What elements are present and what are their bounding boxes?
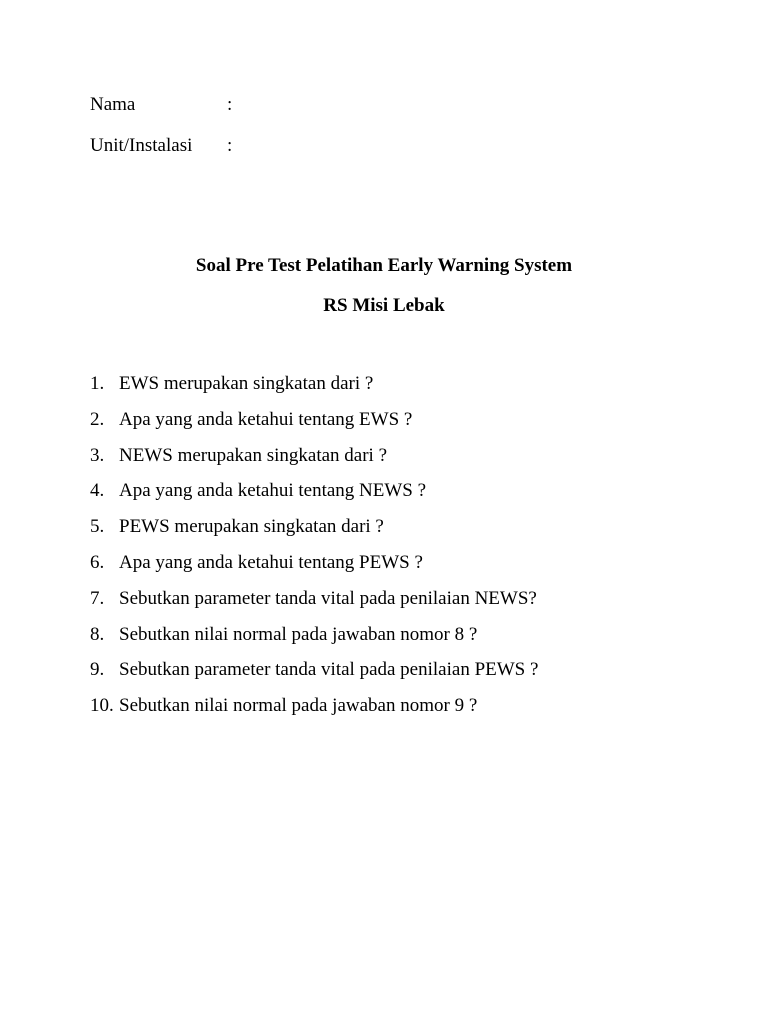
question-item: [90, 659, 538, 695]
name-field: [90, 94, 247, 117]
question-item: [90, 695, 538, 731]
question-item: [90, 624, 538, 660]
name-colon: :: [227, 94, 233, 115]
question-text: Sebutkan nilai normal pada jawaban nomor 8 ?: [119, 623, 478, 645]
question-number: 3.: [90, 444, 105, 466]
question-text: PEWS merupakan singkatan dari ?: [119, 516, 384, 538]
question-item: [90, 409, 538, 445]
document-subtitle: RS Misi Lebak: [323, 295, 445, 316]
unit-colon: :: [227, 135, 233, 156]
question-text: Sebutkan parameter tanda vital pada penilaian PEWS ?: [119, 659, 539, 681]
question-item: [90, 552, 538, 588]
question-item: [90, 588, 538, 624]
question-text: NEWS merupakan singkatan dari ?: [119, 444, 388, 466]
question-item: [90, 373, 538, 409]
question-number: 5.: [90, 516, 105, 538]
question-item: [90, 516, 538, 552]
question-text: Apa yang anda ketahui tentang EWS ?: [119, 408, 413, 430]
question-number: 9.: [90, 659, 105, 681]
question-text: Apa yang anda ketahui tentang PEWS ?: [119, 551, 423, 573]
question-number: 10.: [90, 695, 114, 717]
question-item: [90, 480, 538, 516]
question-number: 4.: [90, 480, 105, 502]
name-label: Nama: [90, 94, 136, 115]
document-title: Soal Pre Test Pelatihan Early Warning System: [195, 255, 573, 276]
unit-label: Unit/Instalasi: [90, 135, 193, 156]
question-number: 2.: [90, 408, 105, 430]
question-number: 6.: [90, 551, 105, 573]
question-number: 8.: [90, 623, 105, 645]
question-text: Apa yang anda ketahui tentang NEWS ?: [119, 480, 427, 502]
unit-field: [90, 135, 247, 158]
question-item: [90, 445, 538, 481]
question-list: [90, 373, 538, 731]
question-number: 7.: [90, 587, 105, 609]
question-text: EWS merupakan singkatan dari ?: [119, 373, 374, 394]
question-number: 1.: [90, 373, 105, 394]
question-text: Sebutkan nilai normal pada jawaban nomor 9 ?: [119, 695, 478, 717]
question-text: Sebutkan parameter tanda vital pada penilaian NEWS?: [119, 587, 537, 609]
